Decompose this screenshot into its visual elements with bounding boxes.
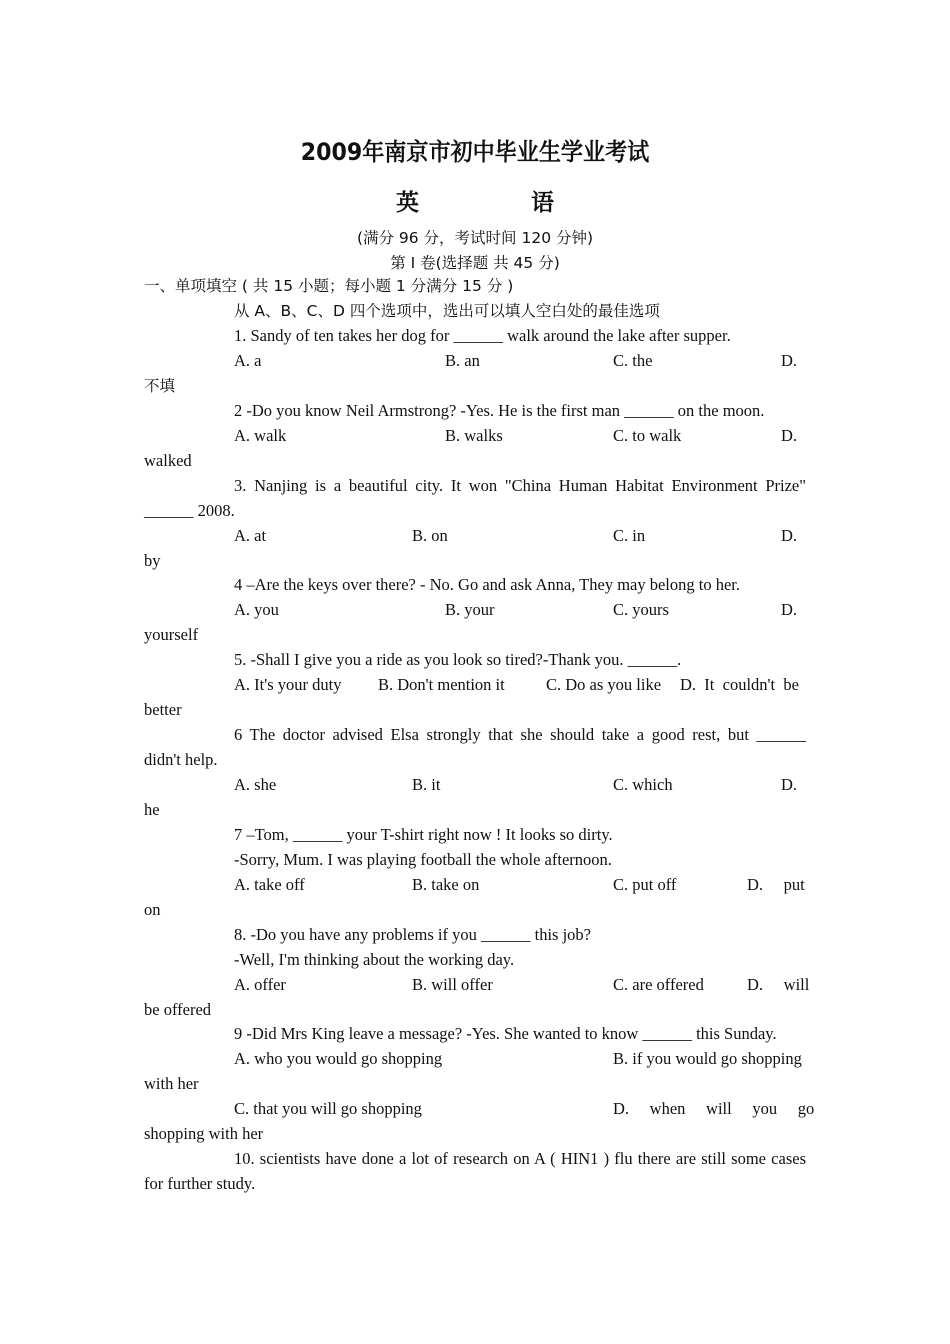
q3-option-d: D. xyxy=(781,526,798,545)
q9-option-b-continued: with her xyxy=(144,1074,199,1093)
q8-option-c: C. are offered xyxy=(613,975,704,994)
q3-option-a: A. at xyxy=(234,526,267,545)
question-7-stem: 7 –Tom, ______ your T-shirt right now ! It looks so dirty. xyxy=(234,825,613,844)
section-instruction: 从 A、B、C、D 四个选项中，选出可以填人空白处的最佳选项 xyxy=(234,302,660,320)
q7-option-d: D. put xyxy=(747,875,805,894)
question-2-stem: 2 -Do you know Neil Armstrong? -Yes. He is the first man ______ on the moon. xyxy=(234,401,765,420)
q4-option-d-continued: yourself xyxy=(144,625,199,644)
question-7-stem-reply: -Sorry, Mum. I was playing football the whole afternoon. xyxy=(234,850,612,869)
q4-option-d: D. xyxy=(781,600,798,619)
q2-option-d-continued: walked xyxy=(144,451,192,470)
q2-option-c: C. to walk xyxy=(613,426,682,445)
q9-option-d-continued: shopping with her xyxy=(144,1124,264,1143)
section-heading: 一、单项填空 ( 共 15 小题；每小题 1 分满分 15 分 ) xyxy=(144,277,514,295)
q9-option-c: C. that you will go shopping xyxy=(234,1099,422,1118)
q5-option-a: A. It's your duty xyxy=(234,675,342,694)
question-1-stem: 1. Sandy of ten takes her dog for ______ walk around the lake after supper. xyxy=(234,326,731,345)
q2-option-a: A. walk xyxy=(234,426,287,445)
q1-option-a: A. a xyxy=(234,351,262,370)
q7-option-d-continued: on xyxy=(144,900,161,919)
question-5-stem: 5. -Shall I give you a ride as you look so tired?-Thank you. ______. xyxy=(234,650,682,669)
q7-option-a: A. take off xyxy=(234,875,305,894)
question-4-stem: 4 –Are the keys over there? - No. Go and ask Anna, They may belong to her. xyxy=(234,575,741,594)
q3-option-d-continued: by xyxy=(144,551,161,570)
q6-option-d-continued: he xyxy=(144,800,160,819)
q6-option-c: C. which xyxy=(613,775,673,794)
q7-option-b: B. take on xyxy=(412,875,480,894)
q6-option-d: D. xyxy=(781,775,798,794)
subject-title: 英 语 xyxy=(395,190,555,216)
question-6-stem: 6 The doctor advised Elsa strongly that she should take a good rest, but ______ xyxy=(234,725,806,744)
q1-option-b: B. an xyxy=(445,351,480,370)
q9-option-b: B. if you would go shopping xyxy=(613,1049,802,1068)
q8-option-b: B. will offer xyxy=(412,975,493,994)
q6-option-b: B. it xyxy=(412,775,441,794)
q8-option-a: A. offer xyxy=(234,975,286,994)
q5-option-d: D. It couldn't be xyxy=(680,675,799,694)
part-heading: 第 I 卷(选择题 共 45 分) xyxy=(390,254,560,272)
q1-option-d-continued: 不填 xyxy=(144,377,176,395)
q4-option-b: B. your xyxy=(445,600,495,619)
exam-title: 2009年南京市初中毕业生学业考试 xyxy=(300,138,650,166)
q4-option-a: A. you xyxy=(234,600,279,619)
q2-option-d: D. xyxy=(781,426,798,445)
question-10-stem-continued: for further study. xyxy=(144,1174,256,1193)
q1-option-d: D. xyxy=(781,351,798,370)
q7-option-c: C. put off xyxy=(613,875,677,894)
question-10-stem: 10. scientists have done a lot of research on A ( HIN1 ) flu there are still some cases xyxy=(234,1149,806,1168)
q5-option-c: C. Do as you like xyxy=(546,675,662,694)
q9-option-d: D. when will you go xyxy=(613,1099,815,1118)
question-8-stem: 8. -Do you have any problems if you ______ this job? xyxy=(234,925,591,944)
question-3-stem: 3. Nanjing is a beautiful city. It won "China Human Habitat Environment Prize" xyxy=(234,476,806,495)
q5-option-b: B. Don't mention it xyxy=(378,675,505,694)
q2-option-b: B. walks xyxy=(445,426,503,445)
q8-option-d: D. will xyxy=(747,975,810,994)
q1-option-c: C. the xyxy=(613,351,653,370)
q6-option-a: A. she xyxy=(234,775,277,794)
question-9-stem: 9 -Did Mrs King leave a message? -Yes. She wanted to know ______ this Sunday. xyxy=(234,1024,777,1043)
q5-option-d-continued: better xyxy=(144,700,182,719)
q9-option-a: A. who you would go shopping xyxy=(234,1049,443,1068)
q4-option-c: C. yours xyxy=(613,600,669,619)
q3-option-c: C. in xyxy=(613,526,646,545)
question-8-stem-reply: -Well, I'm thinking about the working day. xyxy=(234,950,515,969)
question-6-stem-continued: didn't help. xyxy=(144,750,218,769)
q3-option-b: B. on xyxy=(412,526,448,545)
question-3-stem-continued: ______ 2008. xyxy=(144,501,235,520)
score-time-note: (满分 96 分，考试时间 120 分钟) xyxy=(356,229,594,247)
q8-option-d-continued: be offered xyxy=(144,1000,212,1019)
